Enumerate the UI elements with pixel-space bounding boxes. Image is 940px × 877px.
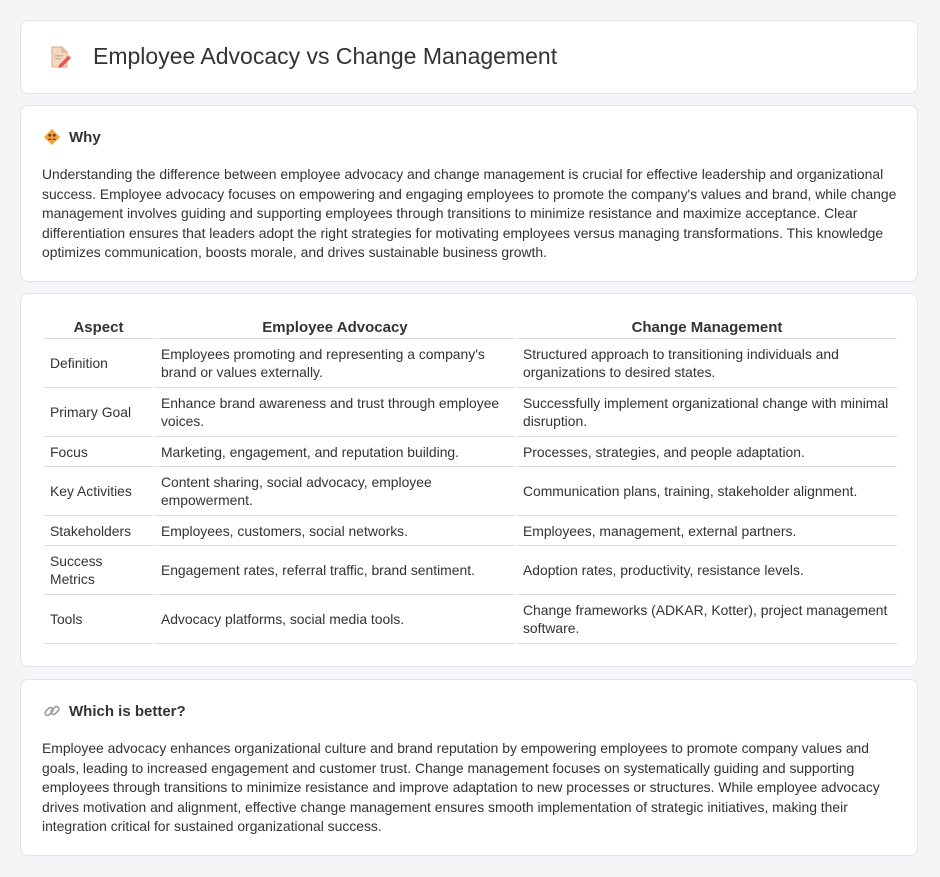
header-change-management: Change Management (517, 316, 897, 339)
document-pencil-icon (47, 44, 73, 70)
diamond-people-icon (43, 128, 61, 146)
aspect-cell: Focus (44, 437, 153, 467)
aspect-cell: Definition (44, 339, 153, 388)
table-row (44, 388, 897, 437)
aspect-cell: Primary Goal (44, 388, 153, 437)
aspect-cell: Tools (44, 595, 153, 644)
table-row (44, 467, 897, 516)
aspect-cell: Key Activities (44, 467, 153, 516)
change-cell: Employees, management, external partners. (517, 516, 897, 546)
advocacy-cell: Enhance brand awareness and trust through employee voices. (155, 388, 515, 437)
advocacy-cell: Employees promoting and representing a company's brand or values externally. (155, 339, 515, 388)
title-card (20, 20, 918, 94)
why-section (20, 105, 918, 282)
advocacy-cell: Content sharing, social advocacy, employee empowerment. (155, 467, 515, 516)
change-cell: Communication plans, training, stakeholder alignment. (517, 467, 897, 516)
why-heading: Why (69, 128, 101, 146)
table-row (44, 339, 897, 388)
advocacy-cell: Advocacy platforms, social media tools. (155, 595, 515, 644)
which-is-better-section (20, 679, 918, 856)
change-cell: Adoption rates, productivity, resistance levels. (517, 546, 897, 595)
table-row (44, 595, 897, 644)
table-row (44, 546, 897, 595)
table-row (44, 516, 897, 546)
table-header-row (44, 316, 897, 339)
change-cell: Processes, strategies, and people adaptation. (517, 437, 897, 467)
change-cell: Structured approach to transitioning individuals and organizations to desired states. (517, 339, 897, 388)
aspect-cell: Stakeholders (44, 516, 153, 546)
link-icon (43, 702, 61, 720)
page-title: Employee Advocacy vs Change Management (93, 43, 558, 69)
better-heading: Which is better? (69, 702, 186, 720)
comparison-table (42, 316, 899, 644)
advocacy-cell: Marketing, engagement, and reputation building. (155, 437, 515, 467)
comparison-card (20, 293, 918, 667)
change-cell: Change frameworks (ADKAR, Kotter), project management software. (517, 595, 897, 644)
header-employee-advocacy: Employee Advocacy (155, 316, 515, 339)
better-text: Employee advocacy enhances organizational culture and brand reputation by empowering employees to promote company values and goals, leading to increased engagement and customer trust. Change management focuses on systematically guiding and supporting employees through transitions to minimize resistance and improve adaptation to new processes or structures. While employee advocacy drives motivation and alignment, effective change management ensures smooth implementation of strategic initiatives, making their integration critical for sustained organizational success. (42, 740, 880, 834)
table-row (44, 437, 897, 467)
aspect-cell: Success Metrics (44, 546, 153, 595)
change-cell: Successfully implement organizational change with minimal disruption. (517, 388, 897, 437)
advocacy-cell: Engagement rates, referral traffic, brand sentiment. (155, 546, 515, 595)
header-aspect: Aspect (44, 316, 153, 339)
advocacy-cell: Employees, customers, social networks. (155, 516, 515, 546)
why-text: Understanding the difference between employee advocacy and change management is crucial for effective leadership and organizational success. Employee advocacy focuses on empowering and engaging employees to promote the company's values and brand, while change management involves guiding and supporting employees through transitions to minimize resistance and maximize acceptance. Clear differentiation ensures that leaders adopt the right strategies for motivating employees versus managing transformations. This knowledge optimizes communication, boosts morale, and drives sustainable business growth. (42, 166, 897, 260)
